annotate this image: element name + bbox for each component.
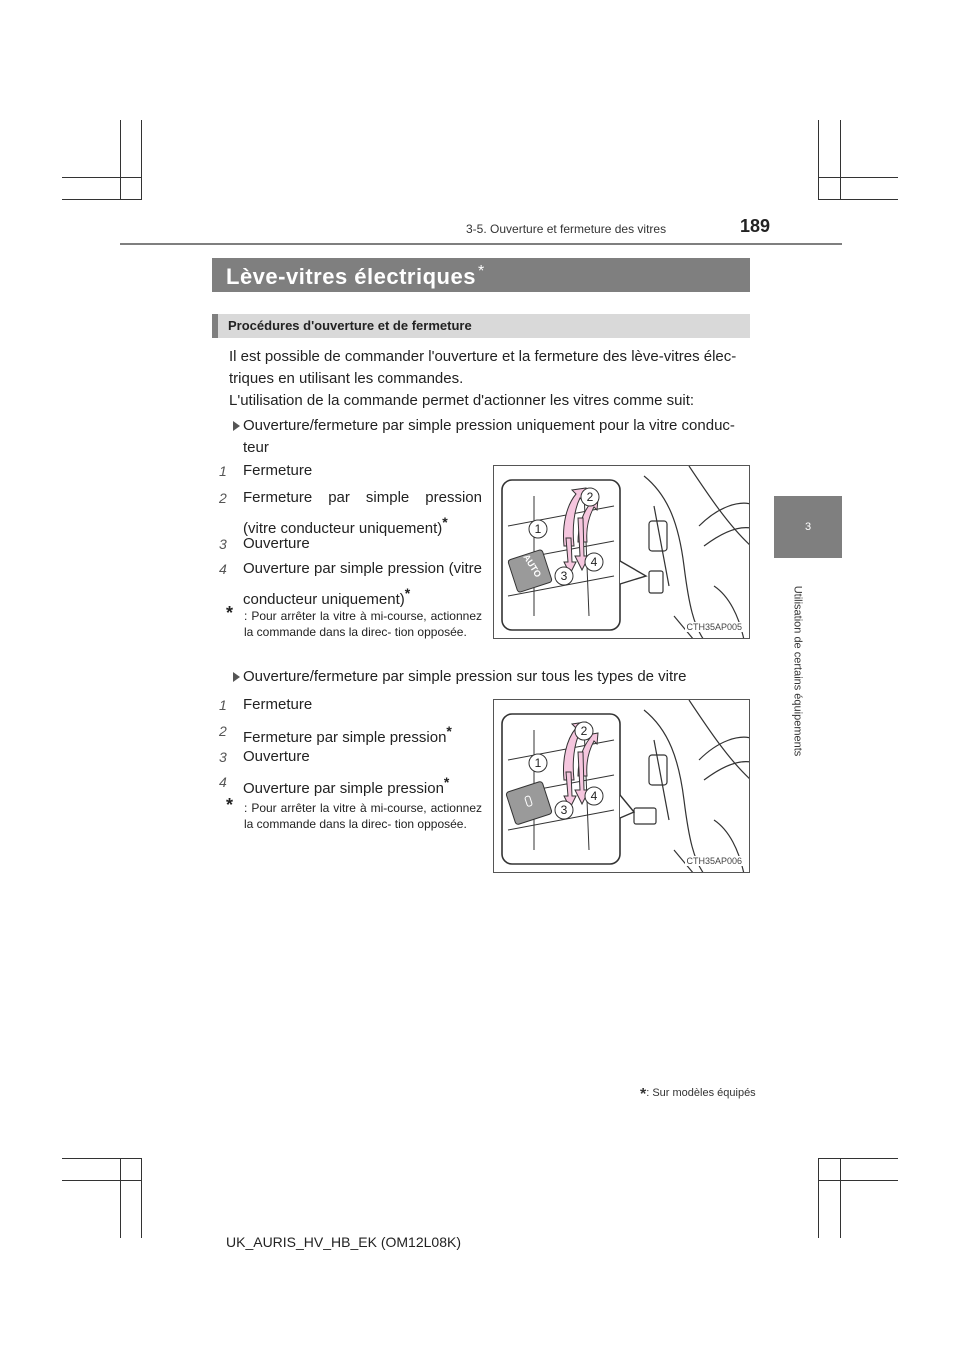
item-text: Fermeture	[243, 462, 313, 479]
note	[226, 603, 482, 640]
item-text: Ouverture	[243, 535, 310, 552]
footnote	[640, 1086, 756, 1104]
chapter-title-vertical	[790, 558, 804, 784]
footnote-star: *	[640, 1086, 647, 1103]
callout-number: 4	[590, 789, 598, 803]
switch-illustration	[494, 466, 750, 639]
header-divider	[120, 243, 842, 245]
note-star: *	[226, 795, 234, 815]
list-item	[219, 459, 482, 483]
crop-mark	[818, 1158, 898, 1159]
crop-mark	[62, 177, 142, 178]
item-text: Ouverture par simple pression	[243, 780, 444, 797]
list-item	[219, 745, 482, 769]
crop-mark	[840, 1158, 841, 1238]
callout-number: 1	[534, 522, 542, 536]
crop-mark	[62, 199, 142, 200]
chapter-title: Utilisation de certains équipements	[791, 585, 803, 757]
callout-number: 2	[580, 724, 588, 738]
intro-line: L'utilisation de la commande permet d'actionner les vitres comme suit:	[229, 392, 695, 409]
subsection-title-text: Procédures d'ouverture et de fermeture	[228, 318, 472, 333]
intro-line: triques en utilisant les commandes.	[229, 370, 464, 387]
chapter-number: 3	[804, 521, 812, 533]
callout-frame	[502, 480, 620, 630]
figure-code: CTH35AP006	[686, 856, 742, 866]
item-text: Ouverture par simple pression (vitre conducteur uniquement)	[243, 560, 482, 608]
switch-illustration	[494, 700, 750, 873]
note-text: : Pour arrêter la vitre à mi-course, actionnez la commande dans la direc- tion opposée.	[244, 609, 482, 639]
item-text: Fermeture	[243, 696, 313, 713]
item-number: 1	[219, 697, 227, 713]
figure-all-switches	[493, 699, 750, 873]
page-title-text: Lève-vitres électriques	[226, 264, 476, 289]
crop-mark	[818, 1180, 898, 1181]
item-star: *	[442, 514, 448, 530]
bullet-triangle-icon	[233, 421, 240, 431]
document-id: UK_AURIS_HV_HB_EK (OM12L08K)	[226, 1234, 461, 1250]
item-star: *	[404, 585, 411, 601]
crop-mark	[120, 1158, 121, 1238]
figure-code: CTH35AP005	[686, 622, 742, 632]
callout-number: 2	[586, 490, 594, 504]
crop-mark	[62, 1158, 142, 1159]
note	[226, 795, 482, 832]
chapter-tab[interactable]	[774, 496, 842, 558]
item-number: 3	[219, 536, 227, 552]
crop-mark	[818, 1158, 819, 1238]
list-item	[219, 532, 482, 556]
item-number: 2	[219, 723, 227, 739]
callout-number: 4	[590, 555, 598, 569]
item-number: 4	[219, 774, 227, 790]
crop-mark	[141, 1158, 142, 1238]
crop-mark	[840, 120, 841, 200]
intro-line: Il est possible de commander l'ouverture et la fermeture des lève-vitres élec-	[229, 348, 737, 365]
item-number: 2	[219, 490, 227, 506]
item-number: 1	[219, 463, 227, 479]
crop-mark	[62, 1180, 142, 1181]
callout-number: 3	[560, 569, 568, 583]
note-text: : Pour arrêter la vitre à mi-course, actionnez la commande dans la direc- tion opposée.	[244, 801, 482, 831]
item-star: *	[443, 774, 450, 790]
bullet-driver-only	[229, 415, 735, 459]
title-marker: *	[477, 263, 485, 280]
section-header: 3-5. Ouverture et fermeture des vitres	[466, 222, 667, 236]
item-text: Ouverture	[243, 748, 310, 765]
item-text: Fermeture par simple pression	[243, 729, 447, 746]
crop-mark	[818, 199, 898, 200]
bullet-text: Ouverture/fermeture par simple pression sur tous les types de vitre	[243, 668, 687, 685]
crop-mark	[120, 120, 121, 200]
item-number: 4	[219, 561, 227, 577]
page-title	[212, 258, 750, 292]
callout-number: 3	[560, 803, 568, 817]
bullet-text: Ouverture/fermeture par simple pression uniquement pour la vitre conduc-	[243, 417, 735, 434]
list-item	[219, 693, 482, 717]
list-item	[219, 557, 482, 612]
note-star: *	[226, 603, 234, 623]
crop-mark	[818, 120, 819, 200]
callout-number: 1	[534, 756, 542, 770]
switch-auto-label: AUTO	[521, 552, 544, 580]
figure-driver-switch	[493, 465, 750, 639]
crop-mark	[818, 177, 898, 178]
footnote-text: : Sur modèles équipés	[646, 1087, 756, 1099]
list-item	[219, 770, 482, 801]
item-number: 3	[219, 749, 227, 765]
bullet-triangle-icon	[233, 672, 240, 682]
item-star: *	[446, 723, 452, 739]
page-number: 189	[740, 216, 771, 236]
bullet-text: teur	[243, 439, 269, 456]
item-text: Fermeture par simple pression (vitre conducteur uniquement)	[243, 489, 482, 537]
subsection-title	[212, 314, 750, 338]
crop-mark	[141, 120, 142, 200]
bullet-all-windows	[229, 666, 687, 688]
